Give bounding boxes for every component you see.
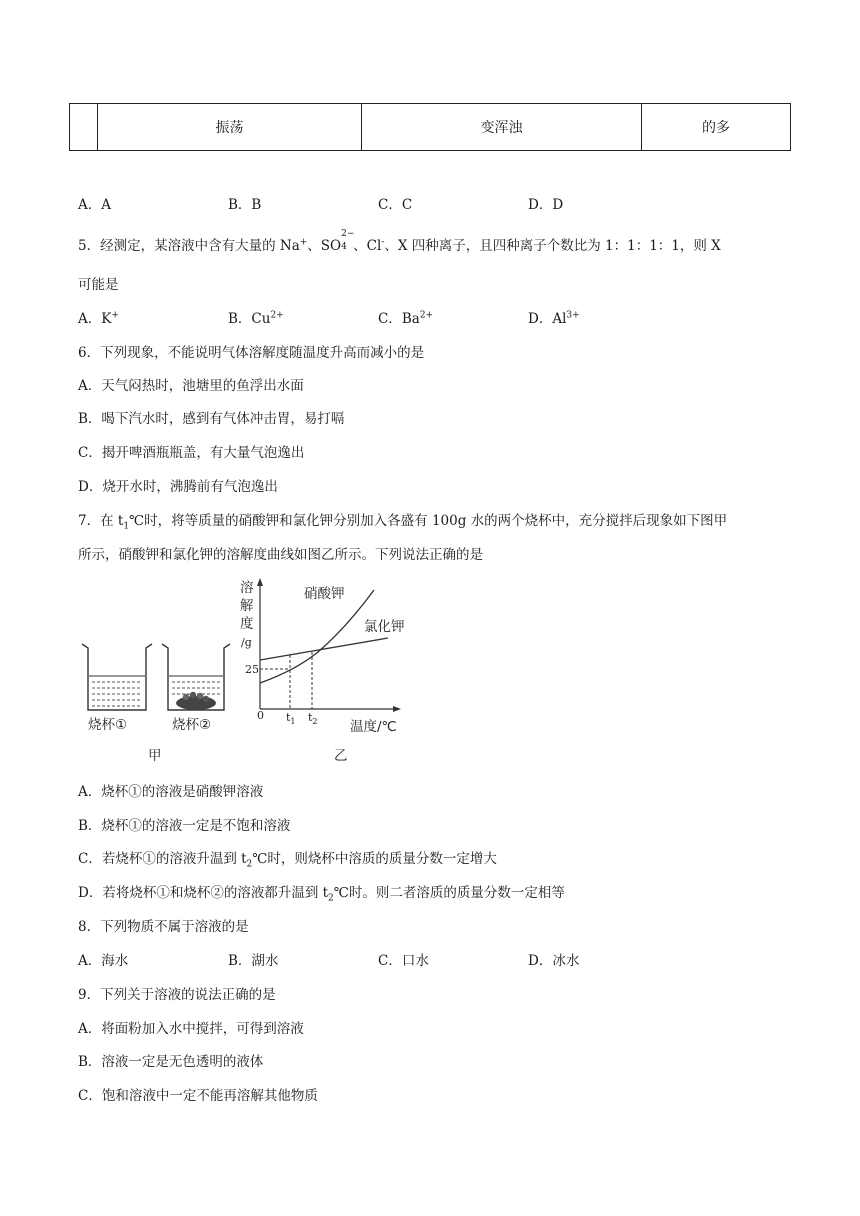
q5-option-a — [78, 307, 119, 327]
option-text: D．若将烧杯①和烧杯②的溶液都升温到 t — [78, 885, 329, 901]
table-cell: 振荡 — [98, 104, 362, 151]
q5-stem-text: 5．经测定，某溶液中含有大量的 Na — [78, 238, 300, 254]
q9-option-c: C．饱和溶液中一定不能再溶解其他物质 — [78, 1088, 318, 1104]
x-axis-label: 温度/℃ — [350, 719, 397, 735]
q5-stem — [78, 229, 721, 254]
q7-stem-line2: 所示，硝酸钾和氯化钾的溶解度曲线如图乙所示。下列说法正确的是 — [78, 547, 483, 563]
beaker-2 — [162, 644, 230, 710]
table-row — [70, 104, 791, 151]
option-text: ℃时，则烧杯中溶质的质量分数一定增大 — [252, 851, 497, 867]
q8-option-d: D．冰水 — [528, 953, 580, 969]
figure-b-label: 乙 — [334, 748, 348, 764]
figure-a-label: 甲 — [148, 748, 162, 764]
option-text: ℃时。则二者溶质的质量分数一定相等 — [333, 885, 565, 901]
undissolved-solid — [176, 692, 216, 710]
q6-stem: 6．下列现象，不能说明气体溶解度随温度升高而减小的是 — [78, 345, 425, 361]
beaker-1-label: 烧杯① — [88, 717, 128, 733]
q8-option-b: B．湖水 — [228, 953, 279, 969]
superscript: + — [299, 237, 308, 248]
superscript: - — [381, 237, 385, 248]
q6-option-c: C．揭开啤酒瓶瓶盖，有大量气泡逸出 — [78, 445, 305, 461]
y-tick-25: 25 — [245, 663, 259, 676]
option-text: C．Ba — [378, 311, 420, 327]
beaker-1 — [82, 644, 152, 710]
superscript: 3+ — [566, 310, 580, 321]
q6-option-d: D．烧开水时，沸腾前有气泡逸出 — [78, 479, 278, 495]
q4-option-d: D．D — [528, 197, 564, 213]
subscript: 2 — [246, 859, 253, 870]
q9-option-b: B．溶液一定是无色透明的液体 — [78, 1054, 264, 1070]
q5-stem-text: 、SO — [307, 238, 342, 254]
q7-figure — [78, 576, 418, 764]
solubility-graph — [240, 578, 405, 735]
y-label-char: 度 — [240, 616, 254, 632]
q7-option-d — [78, 881, 565, 904]
superscript: + — [111, 310, 119, 321]
superscript: 2− — [341, 229, 355, 239]
kno3-label: 硝酸钾 — [304, 586, 345, 602]
t1-label: $t_1$ — [286, 711, 296, 726]
superscript: 2+ — [270, 310, 284, 321]
q5-stem-text: 、X 四种离子，且四种离子个数比为 1：1：1：1，则 X — [384, 238, 721, 254]
subscript: 1 — [123, 521, 130, 532]
option-text: B．Cu — [228, 311, 271, 327]
comparison-table — [69, 103, 791, 151]
kcl-label: 氯化钾 — [364, 619, 405, 635]
subscript: 2 — [328, 893, 334, 904]
q5-stem-line2: 可能是 — [78, 277, 119, 293]
q6-option-b: B．喝下汽水时，感到有气体冲击胃，易打嗝 — [78, 411, 345, 427]
y-unit: /g — [241, 636, 252, 649]
q7-stem-text: ℃时，将等质量的硝酸钾和氯化钾分别加入各盛有 100g 水的两个烧杯中，充分搅拌后现象如下图甲 — [129, 513, 728, 529]
y-label-char: 解 — [240, 598, 254, 614]
origin-label: 0 — [257, 709, 264, 722]
q9-option-a: A．将面粉加入水中搅拌，可得到溶液 — [78, 1021, 304, 1037]
superscript: 2+ — [419, 310, 434, 321]
option-text: C．若烧杯①的溶液升温到 t — [78, 851, 247, 867]
option-text: D．Al — [528, 311, 567, 327]
q5-stem-text: 、Cl — [353, 238, 382, 254]
q8-option-c: C．口水 — [378, 953, 429, 969]
q6-option-a: A．天气闷热时，池塘里的鱼浮出水面 — [78, 378, 304, 394]
q4-option-c: C．C — [378, 197, 413, 213]
q7-stem-line1 — [78, 509, 727, 532]
q7-option-a: A．烧杯①的溶液是硝酸钾溶液 — [78, 784, 264, 800]
kcl-curve — [260, 638, 388, 660]
y-label-char: 溶 — [240, 580, 254, 596]
q5-option-c — [378, 307, 433, 327]
t2-label: $t_2$ — [308, 711, 318, 726]
table-cell: 变浑浊 — [362, 104, 642, 151]
q8-stem: 8．下列物质不属于溶液的是 — [78, 919, 249, 935]
q5-option-b — [228, 307, 284, 327]
y-axis-arrow-icon — [257, 578, 263, 586]
q8-option-a: A．海水 — [78, 953, 129, 969]
table-cell: 的多 — [642, 104, 791, 151]
option-text: A．K — [78, 311, 112, 327]
q9-stem: 9．下列关于溶液的说法正确的是 — [78, 987, 276, 1003]
q5-option-d — [528, 307, 580, 327]
q7-option-c — [78, 847, 497, 870]
q7-stem-text: 7．在 t — [78, 513, 124, 529]
q4-option-b: B．B — [228, 197, 262, 213]
x-axis-arrow-icon — [393, 706, 401, 712]
q7-option-b: B．烧杯①的溶液一定是不饱和溶液 — [78, 818, 291, 834]
figure-svg — [78, 576, 418, 764]
table-cell-empty — [70, 104, 98, 151]
subscript: 4 — [341, 242, 347, 252]
q4-option-a: A．A — [78, 197, 111, 213]
beaker-2-label: 烧杯② — [172, 717, 212, 733]
